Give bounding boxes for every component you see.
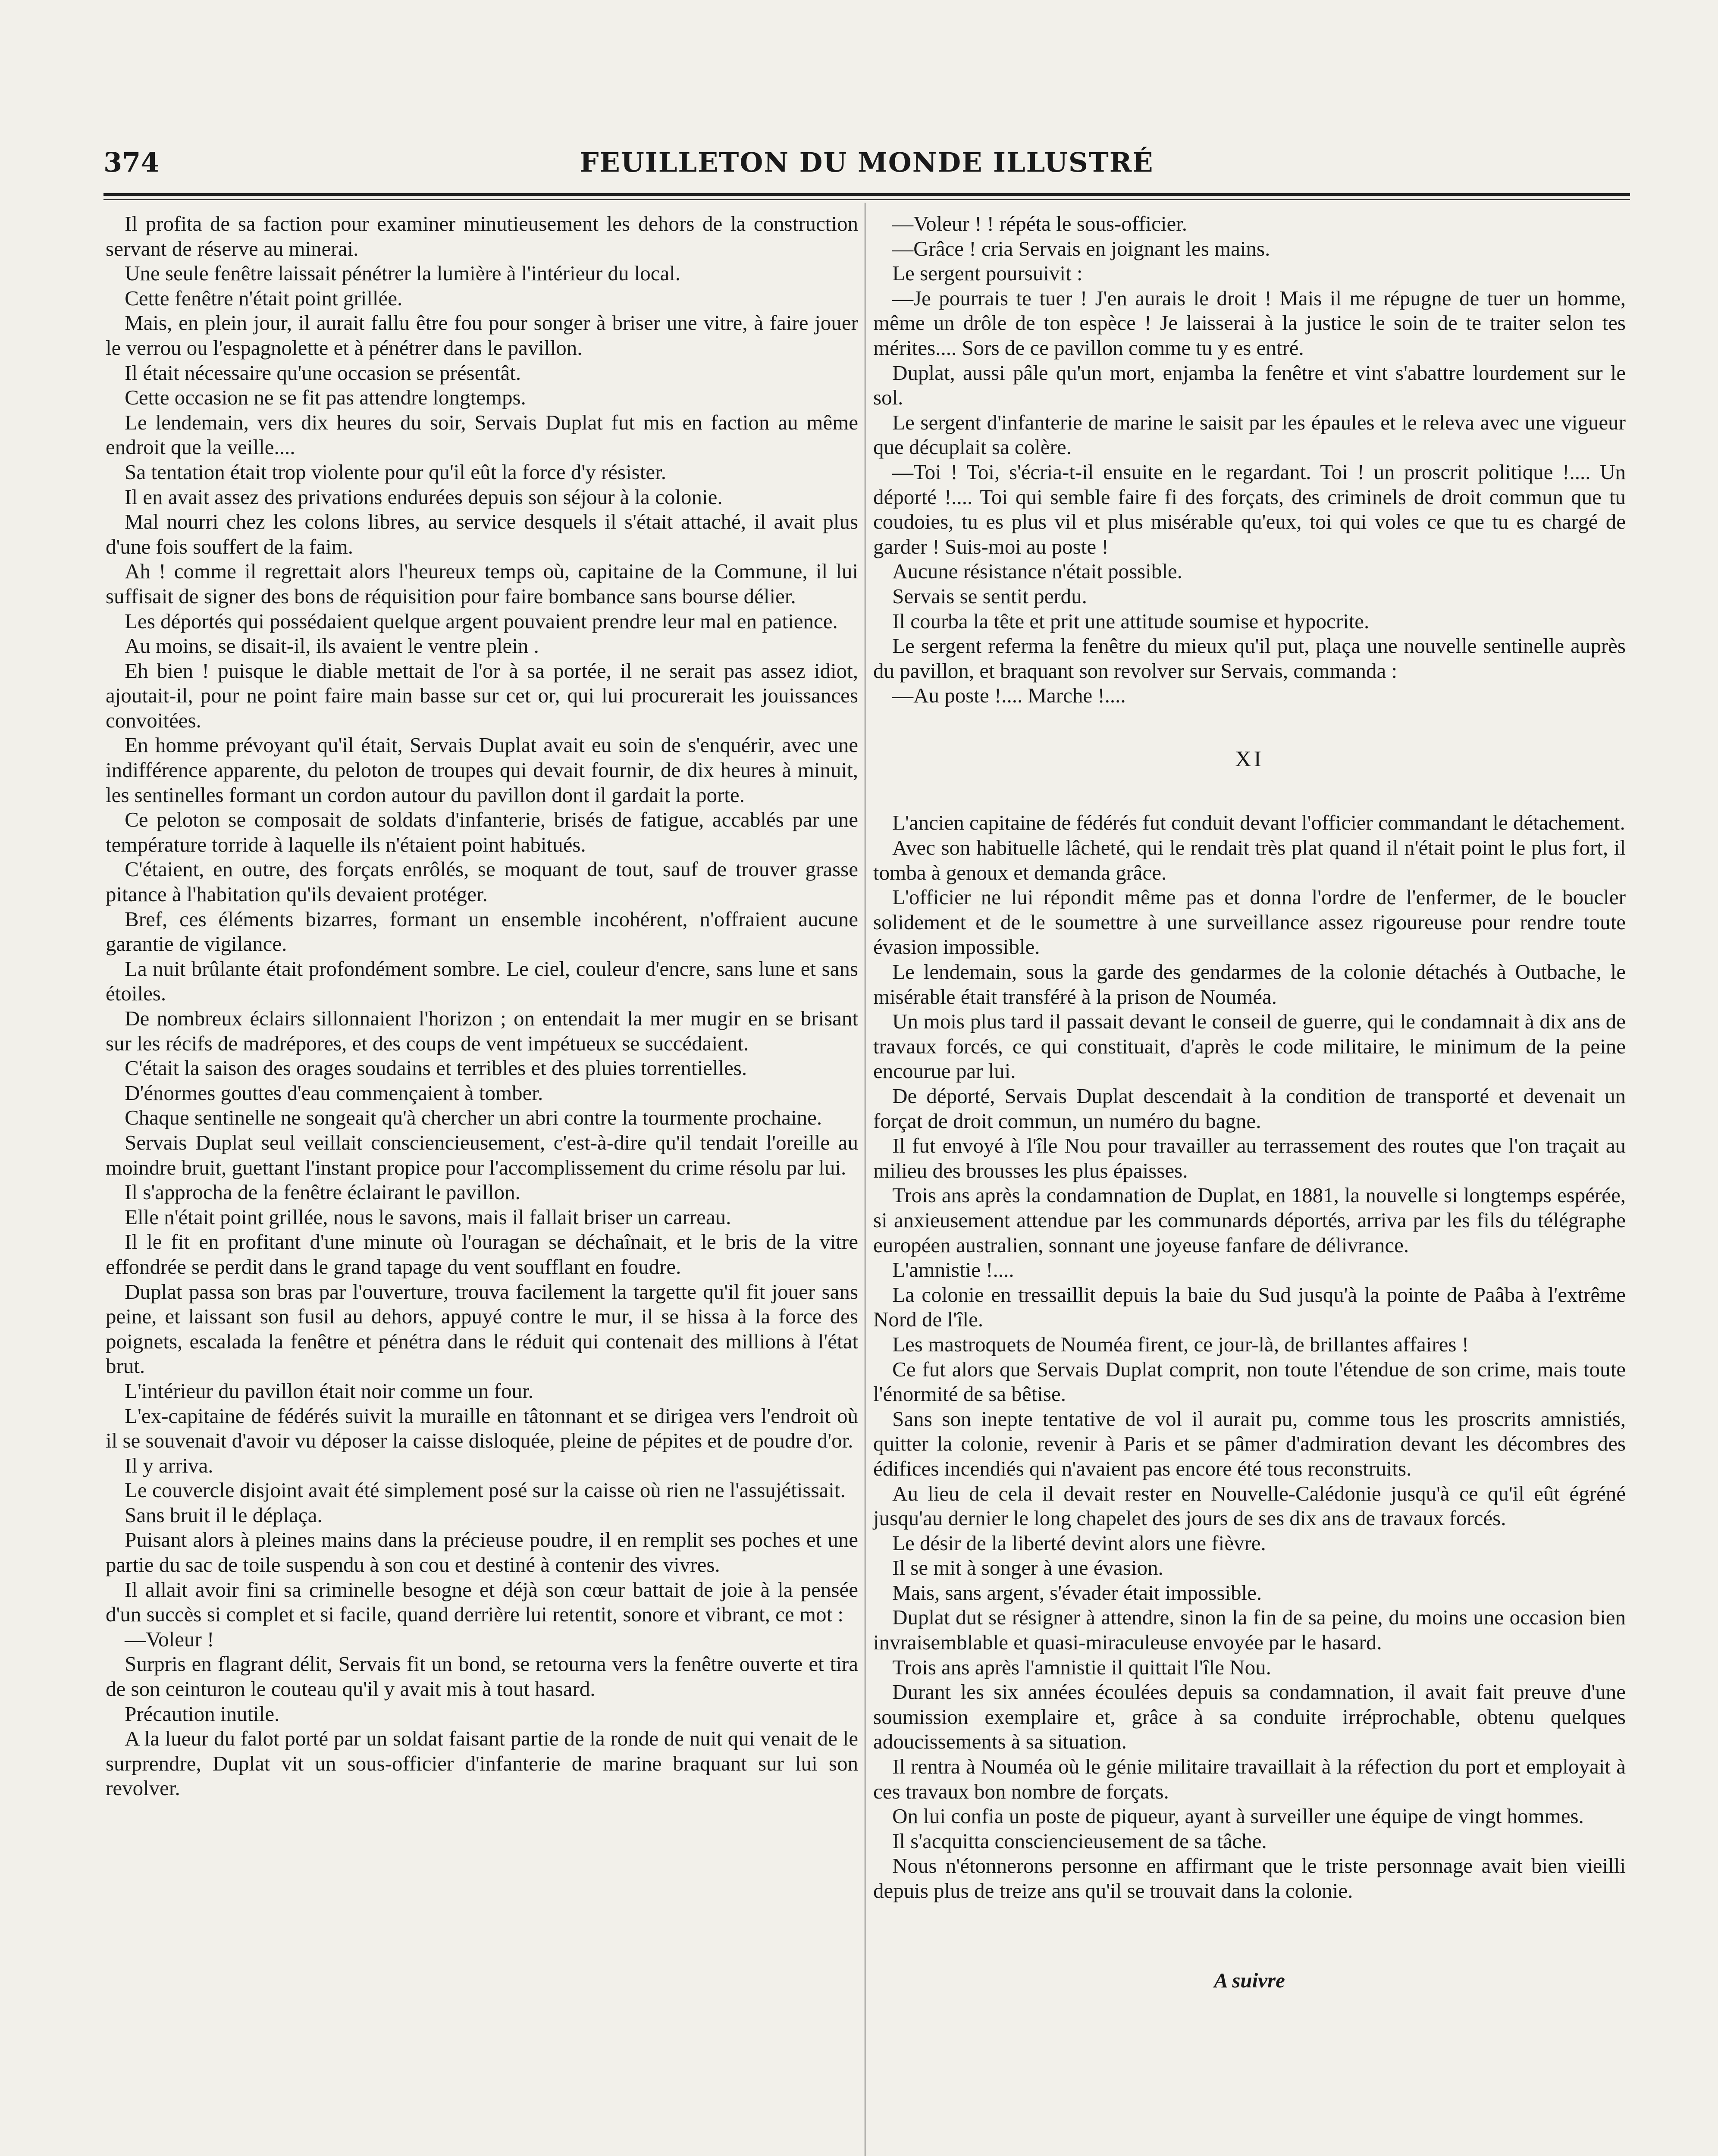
paragraph: Il le fit en profitant d'une minute où l'ouragan se déchaînait, et le bris de la vitre effondrée se perdit dans le grand tapage du vent soufflant en foudre. [106,1230,858,1279]
paragraph: La nuit brûlante était profondément sombre. Le ciel, couleur d'encre, sans lune et sans étoiles. [106,956,858,1006]
paragraph: Ce fut alors que Servais Duplat comprit, non toute l'étendue de son crime, mais toute l'énormité de sa bêtise. [873,1357,1626,1406]
header-rule-thick [103,193,1630,196]
paragraph: Il y arriva. [125,1453,213,1477]
paragraph: Sans son inepte tentative de vol il aurait pu, comme tous les proscrits amnistiés, quitter la colonie, revenir à Paris et se pâmer d'admiration devant les décombres des édifices incendiés qui n'avaient pas encore été tous reconstruits. [873,1407,1626,1480]
paragraph: Sa tentation était trop violente pour qu'il eût la force d'y résister. [125,460,667,484]
paragraph: —Voleur ! [125,1627,214,1651]
paragraph: —Voleur ! ! répéta le sous-officier. [892,212,1188,235]
paragraph: Il était nécessaire qu'une occasion se présentât. [125,360,521,385]
paragraph: Servais Duplat seul veillait consciencieusement, c'est-à-dire qu'il tendait l'oreille au moindre bruit, guettant l'instant propice pour l'accomplissement du crime résolu par lui. [106,1130,858,1179]
paragraph: Bref, ces éléments bizarres, formant un ensemble incohérent, n'offraient aucune garantie de vigilance. [106,907,858,956]
paragraph: Nous n'étonnerons personne en affirmant que le triste personnage avait bien vieilli depuis plus de treize ans qu'il se trouvait dans la colonie. [873,1854,1626,1902]
paragraph: Mais, en plein jour, il aurait fallu être fou pour songer à briser une vitre, à faire jouer le verrou ou l'espagnolette et à pénétrer dans le pavillon. [106,311,858,360]
paragraph: Avec son habituelle lâcheté, qui le rendait très plat quand il n'était point le plus fort, il tomba à genoux et demanda grâce. [873,836,1626,884]
paragraph: —Toi ! Toi, s'écria-t-il ensuite en le regardant. Toi ! un proscrit politique !.... Un déporté !.... Toi qui semble faire fi des forçats, des criminels de droit commun que tu coudoies, tu es plus vil et plus misérable qu'eux, toi qui voles ce que tu es chargé de garder ! Suis-moi au poste ! [873,460,1626,558]
page-number: 374 [103,147,160,178]
paragraph: Il allait avoir fini sa criminelle besogne et déjà son cœur battait de joie à la pensée d'un succès si complet et si facile, quand derrière lui retentit, sonore et vibrant, ce mot : [106,1577,858,1626]
paragraph: —Au poste !.... Marche !.... [892,683,1126,708]
paragraph: Surpris en flagrant délit, Servais fit un bond, se retourna vers la fenêtre ouverte et tira de son ceinturon le couteau qu'il y avait mis à tout hasard. [106,1652,858,1701]
paragraph: Ce peloton se composait de soldats d'infanterie, brisés de fatigue, accablés par une température torride à laquelle ils n'étaient point habitués. [106,808,858,856]
paragraph: Trois ans après l'amnistie il quittait l'île Nou. [892,1655,1271,1679]
page-header [103,142,1630,194]
paragraph: —Grâce ! cria Servais en joignant les mains. [892,236,1270,260]
paragraph: Ah ! comme il regrettait alors l'heureux temps où, capitaine de la Commune, il lui suffisait de signer des bons de réquisition pour faire bombance sans bourse délier. [106,559,858,608]
paragraph: Cette fenêtre n'était point grillée. [125,286,403,310]
paragraph: En homme prévoyant qu'il était, Servais Duplat avait eu soin de s'enquérir, avec une indifférence apparente, du peloton de troupes qui devait fournir, de dix heures à minuit, les sentinelles formant un cordon autour du pavillon dont il gardait la porte. [106,733,858,807]
paragraph: —Je pourrais te tuer ! J'en aurais le droit ! Mais il me répugne de tuer un homme, même un drôle de ton espèce ! Je laisserai à la justice le soin de te traiter selon tes mérites.... Sors de ce pavillon comme tu y es entré. [873,286,1626,360]
paragraph: Durant les six années écoulées depuis sa condamnation, il avait fait preuve d'une soumission exemplaire et, grâce à sa conduite irréprochable, obtenu quelques adoucissements à sa situation. [873,1680,1626,1754]
paragraph: Le sergent poursuivit : [892,261,1083,285]
paragraph: C'était la saison des orages soudains et terribles et des pluies torrentielles. [125,1056,747,1080]
paragraph: Le lendemain, vers dix heures du soir, Servais Duplat fut mis en faction au même endroit que la veille.... [106,410,858,459]
paragraph: La colonie en tressaillit depuis la baie du Sud jusqu'à la pointe de Paâba à l'extrême Nord de l'île. [873,1282,1626,1332]
paragraph: Il s'approcha de la fenêtre éclairant le pavillon. [125,1180,520,1204]
paragraph: D'énormes gouttes d'eau commençaient à tomber. [125,1081,543,1105]
paragraph: L'officier ne lui répondit même pas et donna l'ordre de l'enfermer, de le boucler solidement et de le soumettre à une surveillance assez rigoureuse pour rendre toute évasion impossible. [873,885,1626,959]
paragraph: Les déportés qui possédaient quelque argent pouvaient prendre leur mal en patience. [125,609,838,633]
paragraph: Le sergent d'infanterie de marine le saisit par les épaules et le releva avec une vigueur que décuplait sa colère. [873,410,1626,459]
paragraph: Il en avait assez des privations endurées depuis son séjour à la colonie. [125,485,723,509]
paragraph: Le lendemain, sous la garde des gendarmes de la colonie détachés à Outbache, le misérable était transféré à la prison de Nouméa. [873,960,1626,1009]
paragraph: A la lueur du falot porté par un soldat faisant partie de la ronde de nuit qui venait de le surprendre, Duplat vit un sous-officier d'infanterie de marine braquant sur lui son revolver. [106,1727,858,1800]
paragraph: Un mois plus tard il passait devant le conseil de guerre, qui le condamnait à dix ans de travaux forcés, ce qui constituait, d'après le code militaire, le minimum de la peine encourue par lui. [873,1009,1626,1083]
paragraph: Duplat passa son bras par l'ouverture, trouva facilement la targette qu'il fit jouer sans peine, et laissant son fusil au dehors, appuyé contre le mur, il se hissa à la force des poignets, escalada la fenêtre et pénétra dans le réduit qui contenait des millions à l'état brut. [106,1279,858,1378]
paragraph: On lui confia un poste de piqueur, ayant à surveiller une équipe de vingt hommes. [892,1804,1584,1828]
paragraph: Chaque sentinelle ne songeait qu'à chercher un abri contre la tourmente prochaine. [125,1106,822,1130]
paragraph: Servais se sentit perdu. [892,584,1087,608]
paragraph: Puisant alors à pleines mains dans la précieuse poudre, il en remplit ses poches et une partie du sac de toile suspendu à son cou et destiné à contenir des vivres. [106,1528,858,1577]
paragraph: Il courba la tête et prit une attitude soumise et hypocrite. [892,609,1370,633]
right-column [873,211,1626,1993]
paragraph: Le couvercle disjoint avait été simplement posé sur la caisse où rien ne l'assujétissait. [125,1478,846,1502]
paragraph: Il fut envoyé à l'île Nou pour travailler au terrassement des routes que l'on traçait au milieu des brousses les plus épaisses. [873,1134,1626,1182]
paragraph: C'étaient, en outre, des forçats enrôlés, se moquant de tout, sauf de trouver grasse pitance à l'habitation qu'ils devaient protéger. [106,857,858,906]
running-title: FEUILLETON DU MONDE ILLUSTRÉ [580,147,1154,178]
paragraph: Elle n'était point grillée, nous le savons, mais il fallait briser un carreau. [125,1205,731,1229]
paragraph: Au moins, se disait-il, ils avaient le ventre plein . [125,634,539,658]
paragraph: Eh bien ! puisque le diable mettait de l'or à sa portée, il ne serait pas assez idiot, ajoutait-il, pour ne point faire main basse sur cet or, qui lui procurerait les jouissances convoitées. [106,658,858,732]
paragraph: Duplat, aussi pâle qu'un mort, enjamba la fenêtre et vint s'abattre lourdement sur le sol. [873,360,1626,410]
paragraph: L'ex-capitaine de fédérés suivit la muraille en tâtonnant et se dirigea vers l'endroit où il se souvenait d'avoir vu déposer la caisse disloquée, pleine de pépites et de poudre d'or. [106,1404,858,1453]
paragraph: Le désir de la liberté devint alors une fièvre. [892,1531,1266,1555]
paragraph: L'ancien capitaine de fédérés fut conduit devant l'officier commandant le détachement. [892,811,1625,835]
paragraph: De déporté, Servais Duplat descendait à la condition de transporté et devenait un forçat de droit commun, un numéro du bagne. [873,1084,1626,1133]
paragraph: Sans bruit il le déplaça. [125,1503,323,1527]
chapter-heading: XI [1235,746,1264,771]
paragraph: L'amnistie !.... [892,1258,1014,1282]
paragraph: Une seule fenêtre laissait pénétrer la lumière à l'intérieur du local. [125,261,681,285]
paragraph: Trois ans après la condamnation de Duplat, en 1881, la nouvelle si longtemps espérée, si anxieusement attendue par les communards déportés, arriva par les fils du télégraphe européen australien, sonnant une joyeuse fanfare de délivrance. [873,1183,1626,1257]
paragraph: Au lieu de cela il devait rester en Nouvelle-Calédonie jusqu'à ce qu'il eût égréné jusqu'au dernier le long chapelet des jours de ses dix ans de travaux forcés. [873,1481,1626,1530]
paragraph: Cette occasion ne se fit pas attendre longtemps. [125,385,526,410]
paragraph: De nombreux éclairs sillonnaient l'horizon ; on entendait la mer mugir en se brisant sur les récifs de madrépores, et des coups de vent impétueux se succédaient. [106,1006,858,1055]
paragraph: L'intérieur du pavillon était noir comme un four. [125,1379,533,1403]
paragraph: Précaution inutile. [125,1702,280,1726]
header-rule-thin [103,199,1630,200]
paragraph: Le sergent referma la fenêtre du mieux qu'il put, plaça une nouvelle sentinelle auprès du pavillon, et braquant son revolver sur Servais, commanda : [873,634,1626,683]
paragraph: Il rentra à Nouméa où le génie militaire travaillait à la réfection du port et employait à ces travaux bon nombre de forçats. [873,1755,1626,1803]
paragraph: Aucune résistance n'était possible. [892,559,1182,583]
paragraph: Duplat dut se résigner à attendre, sinon la fin de sa peine, du moins une occasion bien invraisemblable et quasi-miraculeuse envoyée par le hasard. [873,1605,1626,1655]
left-column [106,211,858,1801]
paragraph: Mais, sans argent, s'évader était impossible. [892,1580,1262,1604]
continuation-note: A suivre [1214,1968,1285,1992]
paragraph: Mal nourri chez les colons libres, au service desquels il s'était attaché, il avait plus d'une fois souffert de la faim. [106,510,858,558]
paragraph: Il s'acquitta consciencieusement de sa tâche. [892,1829,1267,1853]
paragraph: Il se mit à songer à une évasion. [892,1556,1163,1580]
paragraph: Il profita de sa faction pour examiner minutieusement les dehors de la construction servant de réserve au minerai. [106,212,858,260]
paragraph: Les mastroquets de Nouméa firent, ce jour-là, de brillantes affaires ! [892,1332,1469,1356]
